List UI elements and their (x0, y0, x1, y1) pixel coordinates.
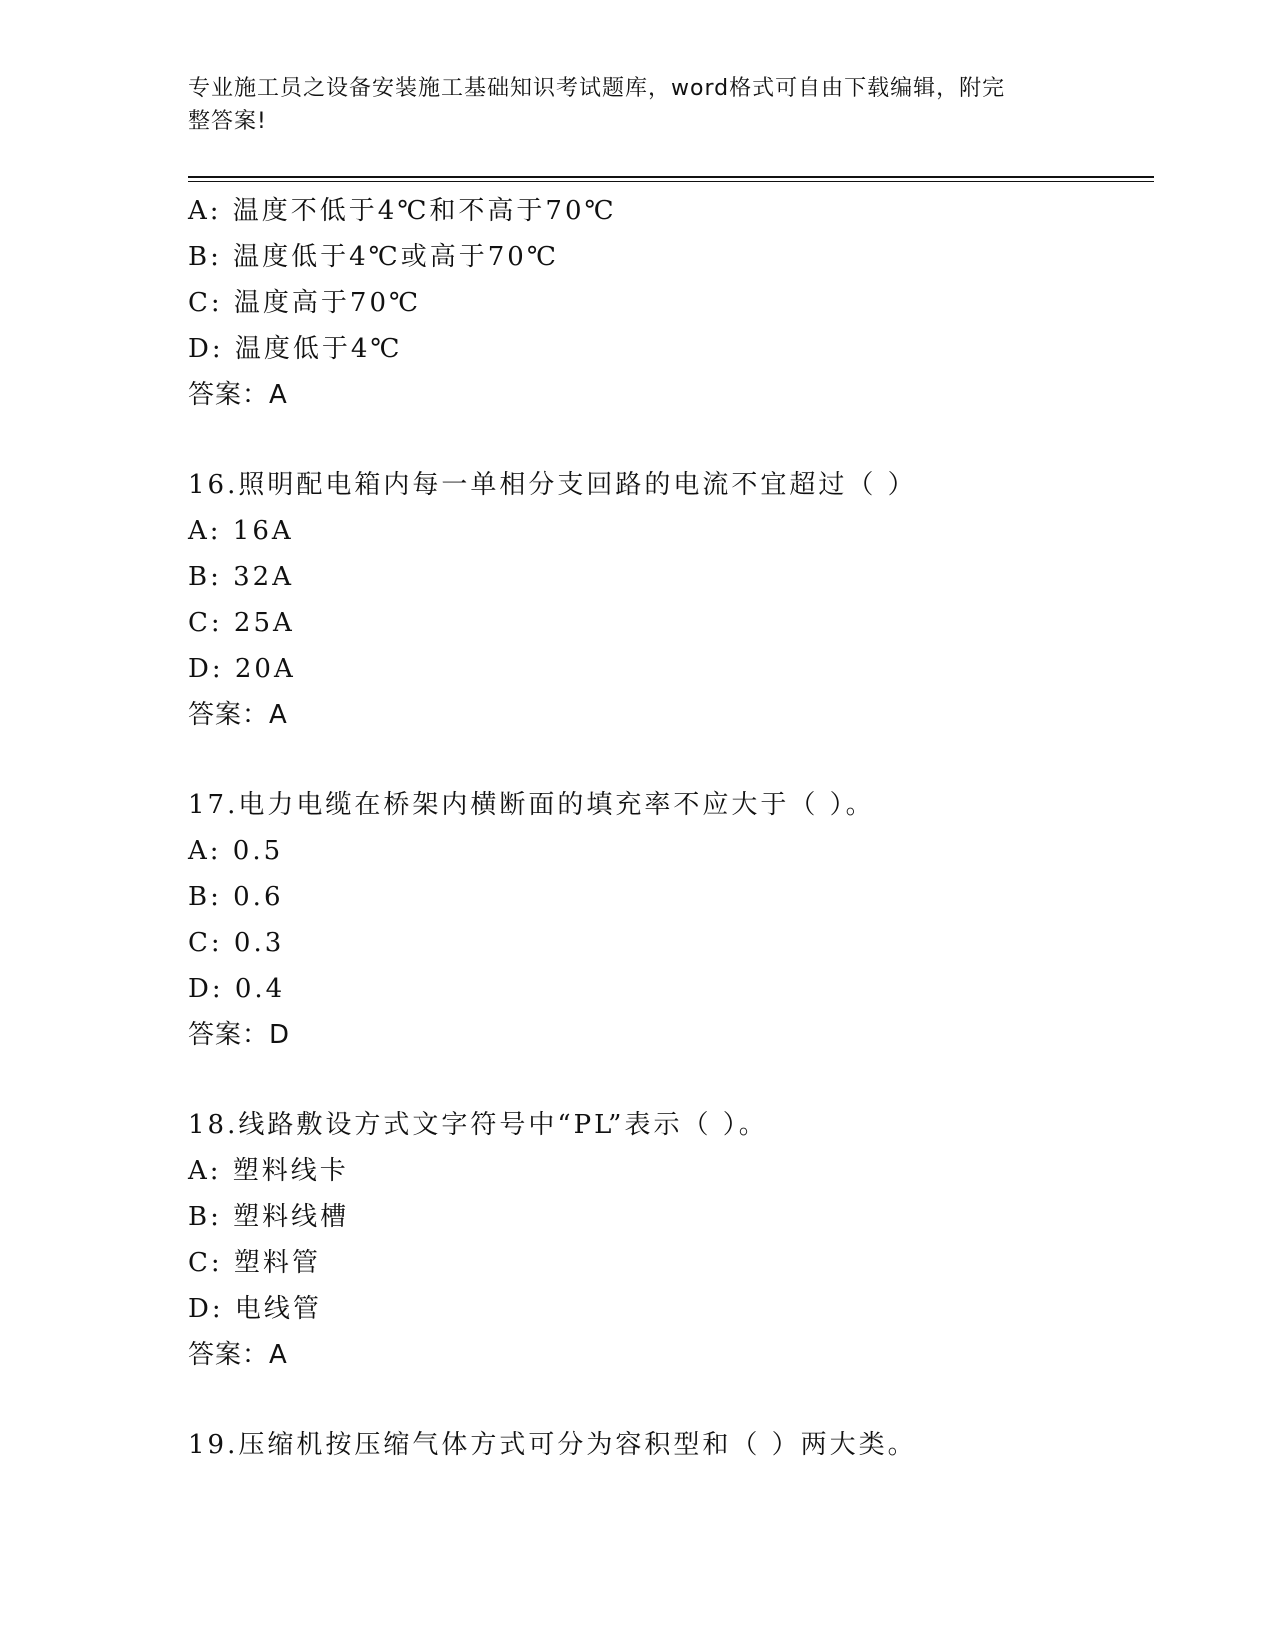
option-b: B: 温度低于4℃或高于70℃ (188, 242, 559, 272)
option-a: A: 温度不低于4℃和不高于70℃ (188, 196, 617, 226)
question-text: 18.线路敷设方式文字符号中“PL”表示（ ）。 (188, 1110, 768, 1140)
option-a: A: 塑料线卡 (188, 1156, 349, 1186)
question-text: 19.压缩机按压缩气体方式可分为容积型和（ ）两大类。 (188, 1430, 917, 1460)
spacer (188, 738, 1154, 782)
spacer (188, 1058, 1154, 1102)
question-19-block (188, 1422, 1154, 1468)
option-c: C: 25A (188, 608, 295, 638)
option-d: D: 0.4 (188, 974, 286, 1004)
option-a: A: 16A (188, 516, 294, 546)
option-a: A: 0.5 (188, 836, 284, 866)
question-list (188, 188, 1154, 1468)
answer: 答案：A (188, 380, 288, 410)
option-c: C: 塑料管 (188, 1248, 321, 1278)
document-header (188, 72, 1088, 138)
question-18-block (188, 1102, 1154, 1378)
option-c: C: 0.3 (188, 928, 285, 958)
header-line-1: 专业施工员之设备安装施工基础知识考试题库，word格式可自由下载编辑，附完 (188, 76, 1006, 101)
answer: 答案：D (188, 1020, 291, 1050)
header-rule-thin (188, 181, 1154, 182)
option-c: C: 温度高于70℃ (188, 288, 422, 318)
option-d: D: 20A (188, 654, 296, 684)
question-17-block (188, 782, 1154, 1058)
header-line-2: 整答案! (188, 109, 267, 134)
question-text: 16.照明配电箱内每一单相分支回路的电流不宜超过（ ） (188, 470, 917, 500)
option-b: B: 32A (188, 562, 294, 592)
option-b: B: 塑料线槽 (188, 1202, 350, 1232)
option-d: D: 温度低于4℃ (188, 334, 403, 364)
question-16-block (188, 462, 1154, 738)
spacer (188, 1378, 1154, 1422)
answer: 答案：A (188, 700, 288, 730)
spacer (188, 418, 1154, 462)
header-rule-thick (188, 176, 1154, 178)
question-15-block (188, 188, 1154, 418)
option-b: B: 0.6 (188, 882, 284, 912)
answer: 答案：A (188, 1340, 288, 1370)
question-text: 17.电力电缆在桥架内横断面的填充率不应大于（ ）。 (188, 790, 875, 820)
option-d: D: 电线管 (188, 1294, 322, 1324)
